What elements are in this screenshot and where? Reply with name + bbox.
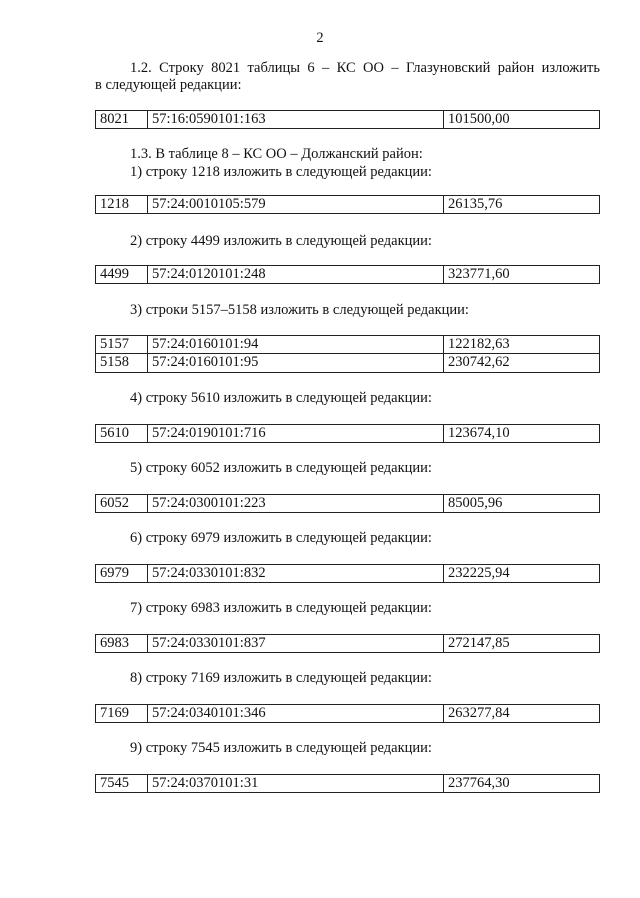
row-number-cell: 5157 xyxy=(96,336,148,354)
table-item-9 xyxy=(95,774,600,793)
table-row xyxy=(96,196,600,214)
row-number-cell: 6052 xyxy=(96,495,148,513)
section-1-2-line-1: 1.2. Строку 8021 таблицы 6 – КС ОО – Глазуновский район изложить xyxy=(130,60,600,76)
table-row xyxy=(96,705,600,723)
table-item-7 xyxy=(95,634,600,653)
item-4-text: 4) строку 5610 изложить в следующей редакции: xyxy=(130,390,432,406)
row-number-cell: 5610 xyxy=(96,425,148,443)
cadastral-number-cell: 57:24:0160101:94 xyxy=(148,336,444,354)
value-cell: 122182,63 xyxy=(444,336,600,354)
section-1-2-paragraph xyxy=(95,60,600,95)
row-number-cell: 1218 xyxy=(96,196,148,214)
cadastral-number-cell: 57:24:0190101:716 xyxy=(148,425,444,443)
row-number-cell: 5158 xyxy=(96,354,148,372)
table-section-1-2 xyxy=(95,110,600,129)
value-cell: 263277,84 xyxy=(444,705,600,723)
cadastral-number-cell: 57:24:0370101:31 xyxy=(148,775,444,793)
cadastral-number-cell: 57:16:0590101:163 xyxy=(148,111,444,129)
table-item-5 xyxy=(95,494,600,513)
value-cell: 272147,85 xyxy=(444,635,600,653)
value-cell: 123674,10 xyxy=(444,425,600,443)
page-number: 2 xyxy=(316,30,324,46)
row-number-cell: 8021 xyxy=(96,111,148,129)
value-cell: 101500,00 xyxy=(444,111,600,129)
table-row xyxy=(96,336,600,354)
value-cell: 26135,76 xyxy=(444,196,600,214)
value-cell: 230742,62 xyxy=(444,354,600,372)
table-row xyxy=(96,425,600,443)
cadastral-number-cell: 57:24:0340101:346 xyxy=(148,705,444,723)
value-cell: 232225,94 xyxy=(444,565,600,583)
row-number-cell: 4499 xyxy=(96,266,148,284)
row-number-cell: 6979 xyxy=(96,565,148,583)
table-row xyxy=(96,266,600,284)
item-6-text: 6) строку 6979 изложить в следующей редакции: xyxy=(130,530,432,546)
table-row xyxy=(96,495,600,513)
table-item-6 xyxy=(95,564,600,583)
cadastral-number-cell: 57:24:0300101:223 xyxy=(148,495,444,513)
item-1-text: 1) строку 1218 изложить в следующей редакции: xyxy=(130,164,432,180)
table-row xyxy=(96,354,600,372)
table-row xyxy=(96,565,600,583)
cadastral-number-cell: 57:24:0330101:837 xyxy=(148,635,444,653)
table-item-8 xyxy=(95,704,600,723)
section-1-2-line-2: в следующей редакции: xyxy=(95,77,242,94)
table-item-1 xyxy=(95,195,600,214)
cadastral-number-cell: 57:24:0160101:95 xyxy=(148,354,444,372)
value-cell: 237764,30 xyxy=(444,775,600,793)
cadastral-number-cell: 57:24:0010105:579 xyxy=(148,196,444,214)
row-number-cell: 6983 xyxy=(96,635,148,653)
row-number-cell: 7545 xyxy=(96,775,148,793)
table-item-2 xyxy=(95,265,600,284)
value-cell: 85005,96 xyxy=(444,495,600,513)
cadastral-number-cell: 57:24:0120101:248 xyxy=(148,266,444,284)
table-row xyxy=(96,775,600,793)
item-3-text: 3) строки 5157–5158 изложить в следующей редакции: xyxy=(130,302,469,318)
section-1-3-heading: 1.3. В таблице 8 – КС ОО – Должанский район: xyxy=(130,146,423,162)
item-2-text: 2) строку 4499 изложить в следующей редакции: xyxy=(130,233,432,249)
item-7-text: 7) строку 6983 изложить в следующей редакции: xyxy=(130,600,432,616)
cadastral-number-cell: 57:24:0330101:832 xyxy=(148,565,444,583)
table-row xyxy=(96,111,600,129)
value-cell: 323771,60 xyxy=(444,266,600,284)
table-row xyxy=(96,635,600,653)
item-5-text: 5) строку 6052 изложить в следующей редакции: xyxy=(130,460,432,476)
row-number-cell: 7169 xyxy=(96,705,148,723)
item-9-text: 9) строку 7545 изложить в следующей редакции: xyxy=(130,740,432,756)
table-item-3 xyxy=(95,335,600,373)
table-item-4 xyxy=(95,424,600,443)
item-8-text: 8) строку 7169 изложить в следующей редакции: xyxy=(130,670,432,686)
